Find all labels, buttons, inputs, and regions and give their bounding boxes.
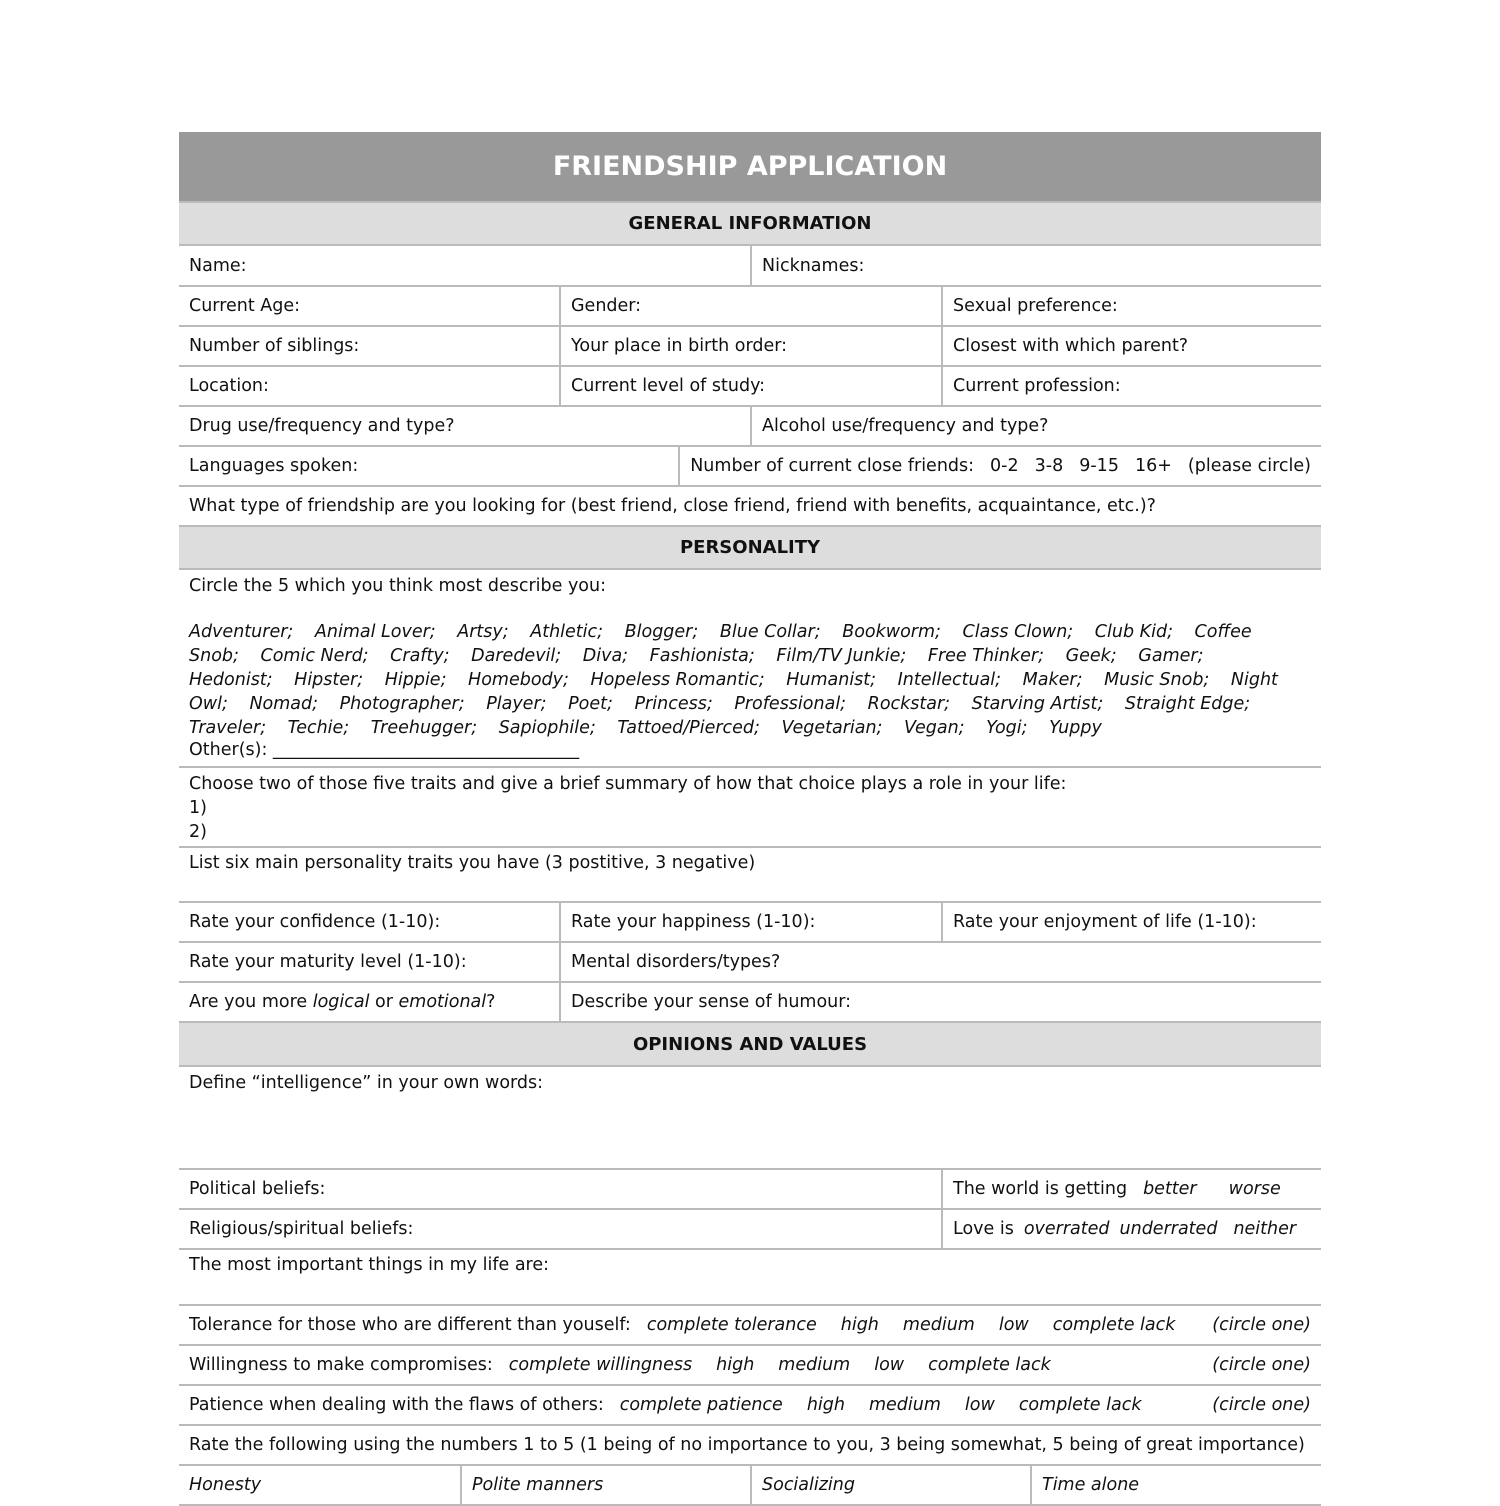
enjoyment-field[interactable]: Rate your enjoyment of life (1-10): xyxy=(953,912,1257,932)
friends-option[interactable]: 0-2 xyxy=(990,456,1019,476)
scale-option[interactable]: high xyxy=(716,1355,755,1375)
trait-option[interactable]: Music Snob; xyxy=(1104,670,1210,690)
nicknames-field[interactable]: Nicknames: xyxy=(762,255,865,276)
age-field[interactable]: Current Age: xyxy=(179,287,561,325)
scale-label: Patience when dealing with the flaws of others: xyxy=(189,1395,604,1415)
trait-option[interactable]: Professional; xyxy=(734,694,847,714)
trait-option[interactable]: Hedonist; xyxy=(189,670,273,690)
close-friends-field[interactable] xyxy=(680,447,1321,485)
trait-option[interactable]: Traveler; xyxy=(189,718,267,738)
scale-option[interactable]: medium xyxy=(902,1315,975,1335)
alcohol-use-field[interactable]: Alcohol use/frequency and type? xyxy=(762,416,1049,436)
trait-option[interactable]: Daredevil; xyxy=(471,646,562,666)
rate-honesty[interactable]: Honesty xyxy=(189,1475,262,1495)
scale-option[interactable]: high xyxy=(806,1395,845,1415)
mental-disorders-field[interactable]: Mental disorders/types? xyxy=(571,952,781,972)
happiness-field[interactable]: Rate your happiness (1-10): xyxy=(561,903,943,941)
option-underrated[interactable]: underrated xyxy=(1119,1219,1218,1239)
political-field[interactable]: Political beliefs: xyxy=(179,1170,943,1208)
scale-option[interactable]: medium xyxy=(778,1355,851,1375)
trait-option[interactable]: Class Clown; xyxy=(962,622,1074,642)
trait-option[interactable]: Adventurer; xyxy=(189,622,294,642)
section-general-information: GENERAL INFORMATION xyxy=(179,203,1321,246)
gender-field[interactable]: Gender: xyxy=(561,287,943,325)
label: or xyxy=(369,992,399,1012)
trait-option[interactable]: Photographer; xyxy=(339,694,465,714)
trait-option[interactable]: Rockstar; xyxy=(867,694,951,714)
scale-row xyxy=(179,1306,1321,1344)
option-logical[interactable]: logical xyxy=(312,992,370,1012)
trait-option[interactable]: Athletic; xyxy=(530,622,604,642)
section-personality: PERSONALITY xyxy=(179,527,1321,570)
circle-note: (circle one) xyxy=(1212,1395,1311,1415)
trait-option[interactable]: Techie; xyxy=(287,718,350,738)
trait-option[interactable]: Sapiophile; xyxy=(498,718,596,738)
form-title: FRIENDSHIP APPLICATION xyxy=(179,132,1321,203)
trait-option[interactable]: Blue Collar; xyxy=(719,622,821,642)
six-traits-field[interactable]: List six main personality traits you have (3 postitive, 3 negative) xyxy=(189,853,756,873)
trait-option[interactable]: Animal Lover; xyxy=(314,622,436,642)
maturity-field[interactable]: Rate your maturity level (1-10): xyxy=(179,943,561,981)
scale-label: Tolerance for those who are different than youself: xyxy=(189,1315,631,1335)
rate-socializing[interactable]: Socializing xyxy=(762,1475,855,1495)
scale-option[interactable]: complete lack xyxy=(1052,1315,1176,1335)
study-level-field[interactable]: Current level of study: xyxy=(561,367,943,405)
rate-time-alone[interactable]: Time alone xyxy=(1042,1475,1140,1495)
scale-option[interactable]: medium xyxy=(868,1395,941,1415)
important-things-field[interactable]: The most important things in my life are: xyxy=(189,1255,550,1275)
scale-option[interactable]: high xyxy=(840,1315,879,1335)
trait-option[interactable]: Player; xyxy=(486,694,547,714)
rate-polite-manners[interactable]: Polite manners xyxy=(472,1475,604,1495)
trait-option[interactable]: Vegan; xyxy=(904,718,965,738)
confidence-field[interactable]: Rate your confidence (1-10): xyxy=(179,903,561,941)
trait-option[interactable]: Intellectual; xyxy=(897,670,1002,690)
trait-option[interactable]: Blogger; xyxy=(624,622,699,642)
location-field[interactable]: Location: xyxy=(179,367,561,405)
trait-option[interactable]: Diva; xyxy=(582,646,629,666)
option-better[interactable]: better xyxy=(1143,1179,1197,1199)
trait-option[interactable]: Vegetarian; xyxy=(781,718,883,738)
label: Are you more xyxy=(189,992,313,1012)
other-traits-field[interactable]: Other(s): ___________________________________ xyxy=(189,740,580,760)
trait-option[interactable]: Nomad; xyxy=(249,694,319,714)
drug-use-field[interactable]: Drug use/frequency and type? xyxy=(179,407,752,445)
option-emotional[interactable]: emotional xyxy=(398,992,487,1012)
logical-emotional-field[interactable] xyxy=(179,983,561,1021)
friends-option[interactable]: 3-8 xyxy=(1034,456,1064,476)
traits-list xyxy=(189,620,1299,740)
trait-option[interactable]: Bookworm; xyxy=(842,622,941,642)
scale-label: Willingness to make compromises: xyxy=(189,1355,493,1375)
scale-option[interactable]: complete willingness xyxy=(508,1355,693,1375)
label: ? xyxy=(486,992,496,1012)
trait-option[interactable]: Hipster; xyxy=(294,670,364,690)
trait-option[interactable]: Artsy; xyxy=(457,622,509,642)
scale-option[interactable]: low xyxy=(998,1315,1029,1335)
scale-row xyxy=(179,1346,1321,1384)
trait-option[interactable]: Film/TV Junkie; xyxy=(776,646,907,666)
trait-option[interactable]: Gamer; xyxy=(1138,646,1204,666)
trait-option[interactable]: Yuppy xyxy=(1049,718,1102,738)
love-label: Love is xyxy=(953,1219,1014,1239)
trait-option[interactable]: Comic Nerd; xyxy=(260,646,369,666)
scale-option[interactable]: low xyxy=(964,1395,995,1415)
trait-option[interactable]: Yogi; xyxy=(986,718,1028,738)
close-friends-label: Number of current close friends: xyxy=(690,456,975,476)
birth-order-field[interactable]: Your place in birth order: xyxy=(561,327,943,365)
closest-parent-field[interactable]: Closest with which parent? xyxy=(953,336,1189,356)
rate-intro: Rate the following using the numbers 1 to 5 (1 being of no importance to you, 3 being somewhat, 5 being of great importance) xyxy=(189,1435,1305,1455)
intelligence-field[interactable]: Define “intelligence” in your own words: xyxy=(189,1073,544,1093)
scale-option[interactable]: complete tolerance xyxy=(646,1315,817,1335)
name-field[interactable]: Name: xyxy=(179,246,752,285)
scale-row xyxy=(179,1386,1321,1424)
sexual-preference-field[interactable]: Sexual preference: xyxy=(953,296,1118,316)
trait-option[interactable]: Coffee Snob; xyxy=(189,622,1252,666)
choose-two-prompt: Choose two of those five traits and give a brief summary of how that choice plays a role in your life: xyxy=(189,774,1067,794)
trait-option[interactable]: Hippie; xyxy=(384,670,447,690)
trait-option[interactable]: Club Kid; xyxy=(1094,622,1173,642)
trait-option[interactable]: Princess; xyxy=(634,694,713,714)
answer-2[interactable]: 2) xyxy=(189,822,207,842)
humour-field[interactable]: Describe your sense of humour: xyxy=(571,992,852,1012)
trait-option[interactable]: Tattoed/Pierced; xyxy=(617,718,760,738)
world-label: The world is getting xyxy=(953,1179,1128,1199)
friends-option[interactable]: 9-15 xyxy=(1079,456,1119,476)
scale-option[interactable]: complete lack xyxy=(1018,1395,1142,1415)
trait-option[interactable]: Hopeless Romantic; xyxy=(590,670,765,690)
profession-field[interactable]: Current profession: xyxy=(953,376,1121,396)
trait-option[interactable]: Straight Edge; xyxy=(1124,694,1251,714)
trait-option[interactable]: Homebody; xyxy=(468,670,569,690)
trait-option[interactable]: Treehugger; xyxy=(370,718,478,738)
trait-option[interactable]: Night Owl; xyxy=(189,670,1278,714)
trait-option[interactable]: Fashionista; xyxy=(649,646,755,666)
scale-option[interactable]: complete lack xyxy=(928,1355,1051,1375)
trait-option[interactable]: Poet; xyxy=(568,694,613,714)
siblings-field[interactable]: Number of siblings: xyxy=(179,327,561,365)
circle-note: (please circle) xyxy=(1187,456,1311,476)
trait-option[interactable]: Crafty; xyxy=(390,646,450,666)
circle-prompt: Circle the 5 which you think most describe you: xyxy=(189,576,607,596)
answer-1[interactable]: 1) xyxy=(189,798,207,818)
trait-option[interactable]: Maker; xyxy=(1022,670,1083,690)
scale-option[interactable]: low xyxy=(874,1355,905,1375)
circle-note: (circle one) xyxy=(1212,1315,1311,1335)
section-opinions-values: OPINIONS AND VALUES xyxy=(179,1023,1321,1067)
friends-option[interactable]: 16+ xyxy=(1134,456,1172,476)
option-worse[interactable]: worse xyxy=(1228,1179,1281,1199)
friendship-type-field[interactable]: What type of friendship are you looking for (best friend, close friend, friend with benefits, acquaintance, etc.)? xyxy=(189,496,1156,516)
option-overrated[interactable]: overrated xyxy=(1023,1219,1110,1239)
trait-option[interactable]: Humanist; xyxy=(786,670,877,690)
scale-option[interactable]: complete patience xyxy=(619,1395,783,1415)
trait-option[interactable]: Geek; xyxy=(1065,646,1117,666)
option-neither[interactable]: neither xyxy=(1233,1219,1297,1239)
trait-option[interactable]: Starving Artist; xyxy=(971,694,1104,714)
circle-note: (circle one) xyxy=(1212,1355,1311,1375)
languages-field[interactable]: Languages spoken: xyxy=(179,447,680,485)
religious-field[interactable]: Religious/spiritual beliefs: xyxy=(179,1210,943,1248)
trait-option[interactable]: Free Thinker; xyxy=(927,646,1044,666)
